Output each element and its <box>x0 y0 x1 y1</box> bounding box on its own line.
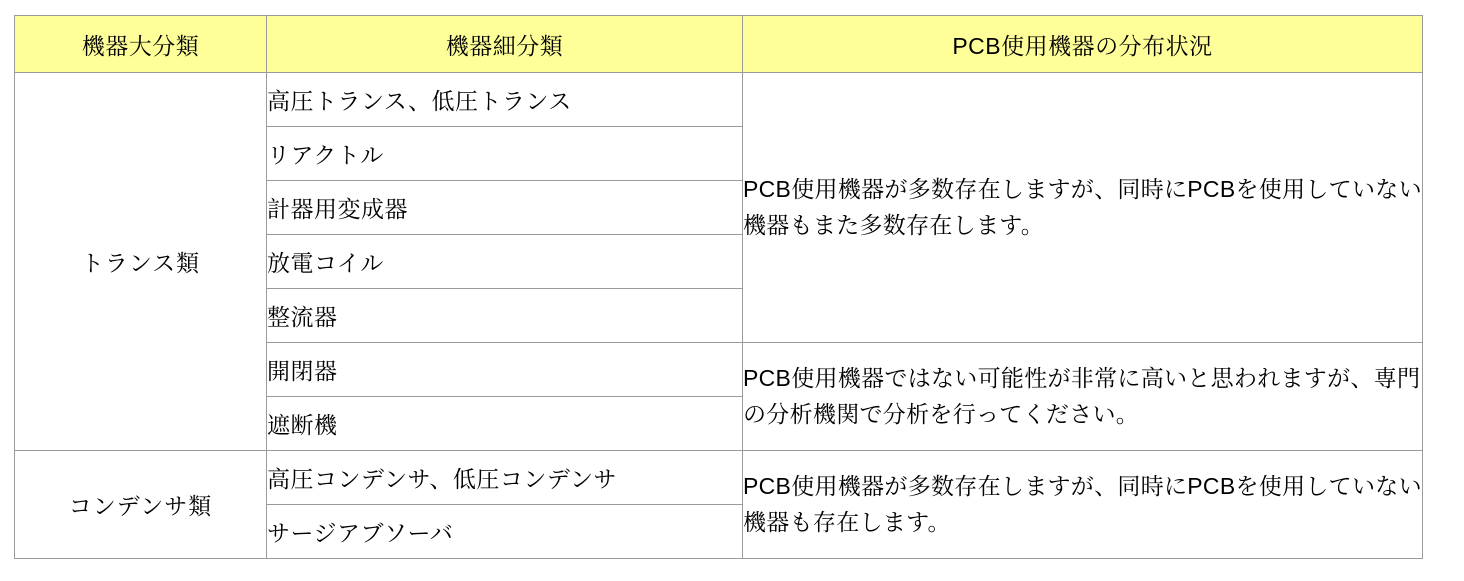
header-distribution: PCB使用機器の分布状況 <box>743 16 1423 73</box>
table-row <box>15 451 1423 505</box>
minor-category-item: リアクトル <box>267 127 743 181</box>
minor-category-item: 遮断機 <box>267 397 743 451</box>
table-row <box>15 73 1423 127</box>
distribution-text: PCB使用機器が多数存在しますが、同時にPCBを使用していない機器もまた多数存在します。 <box>743 175 1422 238</box>
table-body <box>15 73 1423 559</box>
distribution-capacitors <box>743 451 1423 559</box>
header-major-category: 機器大分類 <box>15 16 267 73</box>
distribution-text: PCB使用機器が多数存在しますが、同時にPCBを使用していない機器も存在します。 <box>743 472 1422 535</box>
minor-category-item: サージアブソーバ <box>267 505 743 559</box>
minor-category-item: 開閉器 <box>267 343 743 397</box>
table-header-row <box>15 16 1423 73</box>
minor-category-item: 計器用変成器 <box>267 181 743 235</box>
distribution-transformers-primary <box>743 73 1423 343</box>
header-minor-category: 機器細分類 <box>267 16 743 73</box>
table-header <box>15 16 1423 73</box>
minor-category-item: 高圧トランス、低圧トランス <box>267 73 743 127</box>
major-category-capacitors: コンデンサ類 <box>15 451 267 559</box>
major-category-transformers: トランス類 <box>15 73 267 451</box>
distribution-text: PCB使用機器ではない可能性が非常に高いと思われますが、専門の分析機関で分析を行ってください。 <box>743 364 1421 427</box>
distribution-transformers-secondary <box>743 343 1423 451</box>
minor-category-item: 放電コイル <box>267 235 743 289</box>
pcb-equipment-table <box>14 15 1423 559</box>
minor-category-item: 整流器 <box>267 289 743 343</box>
minor-category-item: 高圧コンデンサ、低圧コンデンサ <box>267 451 743 505</box>
